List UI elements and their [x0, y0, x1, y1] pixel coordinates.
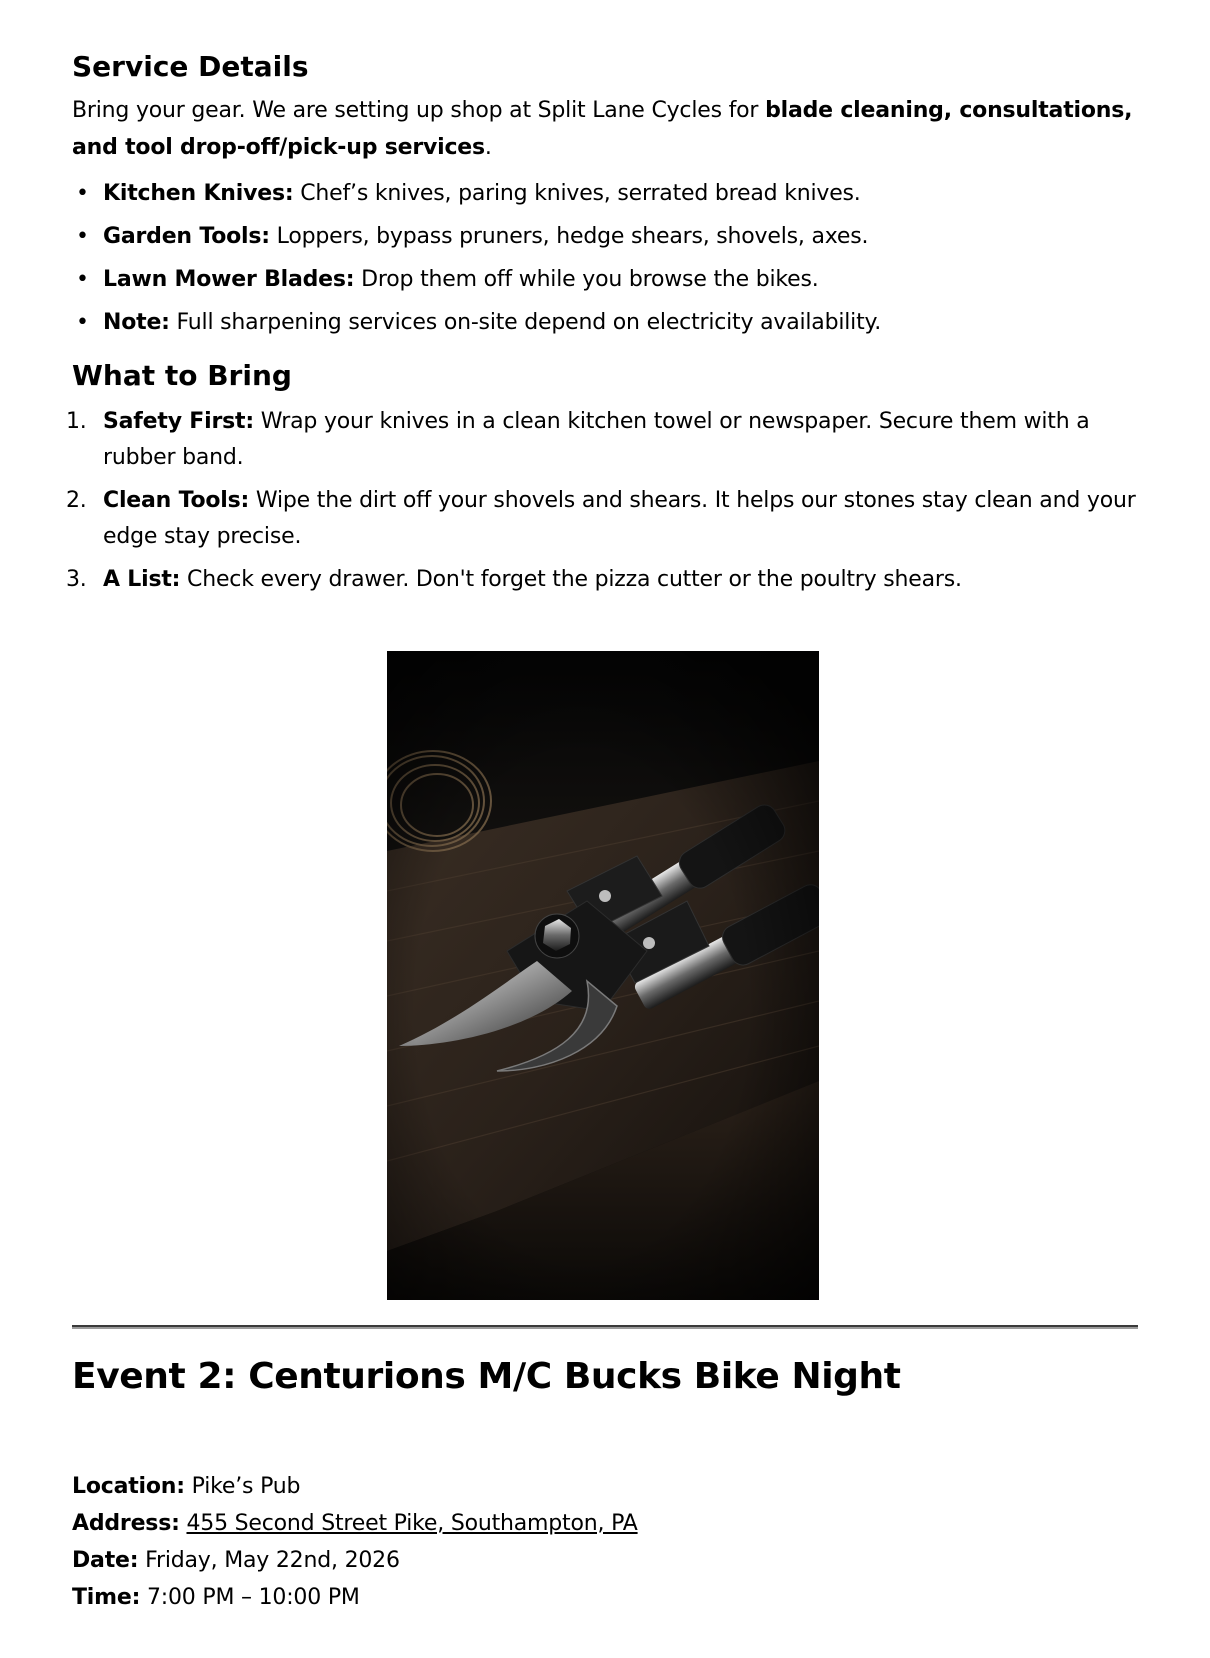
- location-label: Location:: [72, 1474, 185, 1499]
- location-value: Pike’s Pub: [184, 1474, 301, 1499]
- date-value: Friday, May 22nd, 2026: [138, 1548, 400, 1573]
- item-label: Note:: [103, 309, 170, 335]
- item-label: Garden Tools:: [103, 223, 270, 249]
- item-number: 1.: [66, 409, 87, 435]
- intro-end: .: [484, 134, 492, 160]
- event-2-details: [72, 1468, 638, 1616]
- service-details-heading: Service Details: [72, 50, 309, 83]
- item-text: Loppers, bypass pruners, hedge shears, shovels, axes.: [269, 223, 869, 249]
- bullet-icon: •: [76, 309, 89, 335]
- date-row: [72, 1542, 638, 1579]
- item-text: Check every drawer. Don't forget the pizza cutter or the poultry shears.: [180, 567, 962, 593]
- list-item: [72, 178, 1138, 210]
- what-to-bring-list: [66, 404, 1138, 598]
- pruning-shears-image: [387, 651, 819, 1300]
- list-item: [72, 307, 1138, 339]
- intro-text: Bring your gear. We are setting up shop at Split Lane Cycles for: [72, 97, 766, 123]
- address-row: [72, 1505, 638, 1542]
- document-page: [66, 50, 1138, 1610]
- time-label: Time:: [72, 1585, 141, 1610]
- event-2-title: Event 2: Centurions M/C Bucks Bike Night: [72, 1356, 901, 1397]
- location-row: [72, 1468, 638, 1505]
- item-label: Safety First:: [103, 409, 254, 435]
- item-text: Drop them off while you browse the bikes.: [354, 266, 819, 292]
- what-to-bring-heading: What to Bring: [72, 358, 292, 392]
- list-item: [72, 264, 1138, 296]
- item-text: Chef’s knives, paring knives, serrated bread knives.: [293, 180, 861, 206]
- bullet-icon: •: [76, 223, 89, 249]
- item-label: Lawn Mower Blades:: [103, 266, 355, 292]
- bullet-icon: •: [76, 180, 89, 206]
- services-list: [72, 178, 1138, 339]
- service-details-intro: [72, 92, 1138, 166]
- item-label: Kitchen Knives:: [103, 180, 294, 206]
- list-item: [72, 221, 1138, 253]
- list-item: [66, 404, 1138, 476]
- list-item: [66, 562, 1138, 598]
- bullet-icon: •: [76, 266, 89, 292]
- item-text: Full sharpening services on-site depend on electricity availability.: [169, 309, 881, 335]
- horizontal-divider: [72, 1325, 1138, 1329]
- item-text: Wipe the dirt off your shovels and shears. It helps our stones stay clean and your edge stay precise.: [103, 488, 1136, 550]
- date-label: Date:: [72, 1548, 139, 1573]
- item-number: 3.: [66, 567, 87, 593]
- item-text: Wrap your knives in a clean kitchen towel or newspaper. Secure them with a rubber band.: [103, 409, 1090, 471]
- address-link[interactable]: 455 Second Street Pike, Southampton, PA: [186, 1511, 638, 1536]
- address-label: Address:: [72, 1511, 180, 1536]
- time-value: 7:00 PM – 10:00 PM: [140, 1585, 360, 1610]
- item-label: A List:: [103, 567, 181, 593]
- pruning-shears-photo: [387, 651, 819, 1300]
- item-label: Clean Tools:: [103, 488, 250, 514]
- item-number: 2.: [66, 488, 87, 514]
- time-row: [72, 1579, 638, 1616]
- list-item: [66, 483, 1138, 555]
- intro-bold-text: blade cleaning, consultations, and tool drop-off/pick-up services: [72, 97, 1133, 160]
